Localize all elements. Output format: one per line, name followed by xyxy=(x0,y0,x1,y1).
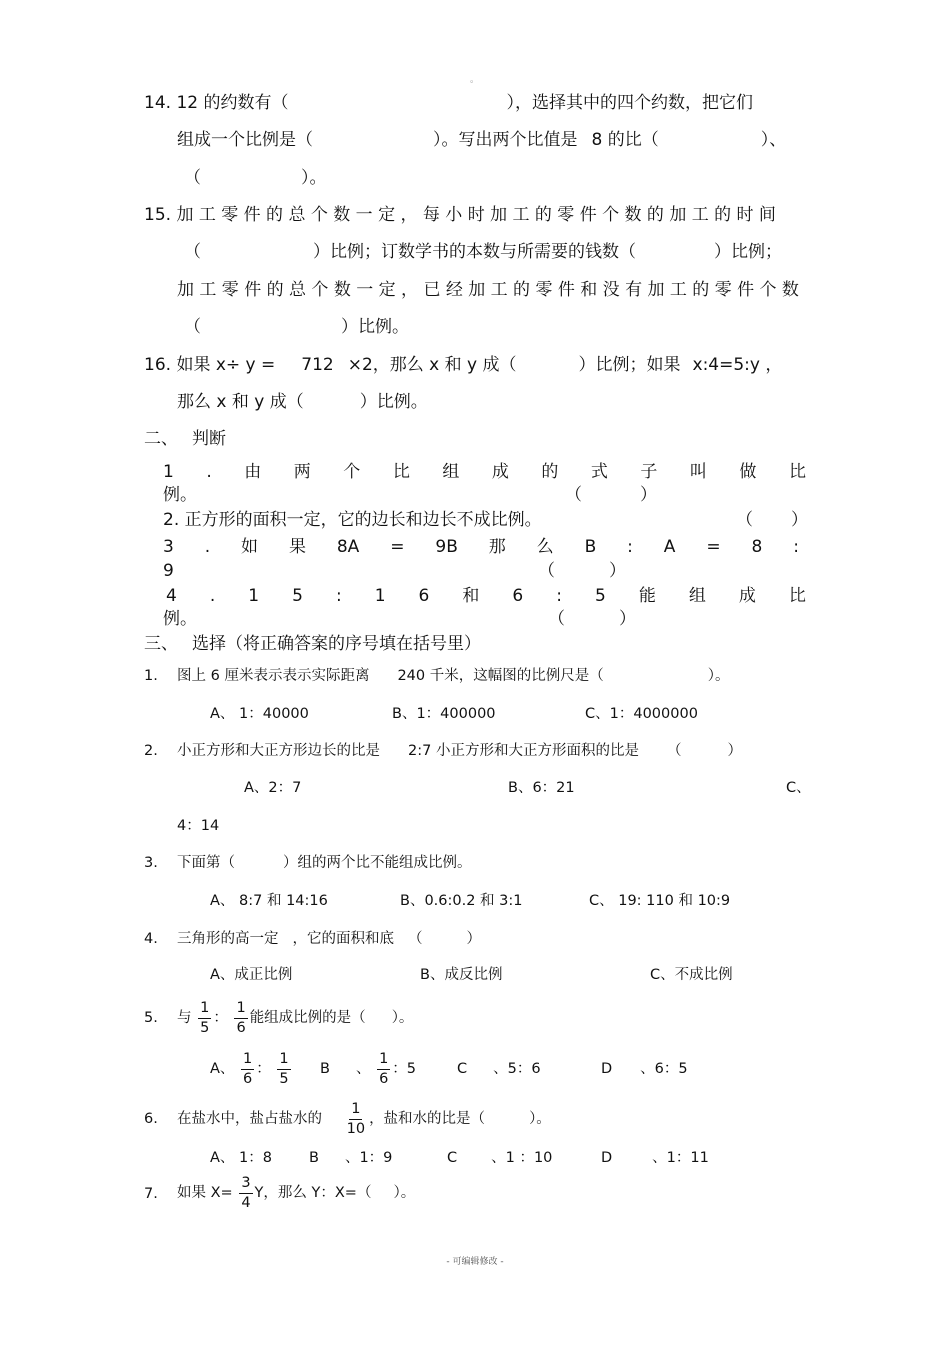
choice-q2-option-c: C、 xyxy=(786,780,811,796)
fraction-1-10: $\frac{1}{10}$ xyxy=(346,1100,366,1137)
choice-q5-option-c: C 、5：6 xyxy=(457,1061,541,1077)
choice-q2-option-b: B、6：21 xyxy=(508,780,575,796)
q16-line-1: 16. 如果 x÷ y = 712 ×2，那么 x 和 y 成（ ）比例；如果 x:4=5:y ， xyxy=(144,355,783,375)
judge-q4-line-2: 例。 xyxy=(163,609,197,629)
fraction-1-5: $\frac{1}{5}$ xyxy=(200,999,210,1036)
choice-q2-option-c-value: 4：14 xyxy=(177,818,220,834)
fraction-1-6: $\frac{1}{6}$ xyxy=(236,999,246,1036)
choice-q6-option-d: D 、1：11 xyxy=(601,1150,709,1166)
choice-q3-option-b: B、0.6:0.2 和 3:1 xyxy=(400,893,523,909)
fraction-1-5-option-a: $\frac{1}{5}$ xyxy=(279,1050,289,1087)
q14-line-2: 组成一个比例是（ ）。写出两个比值是 8 的比（ ）、 xyxy=(177,130,787,150)
judge-q1-line-2: 例。 xyxy=(163,485,197,505)
judge-q3-line-1: 3 . 如 果 8A = 9B 那 么 B : A = 8 : xyxy=(163,537,799,557)
fraction-1-6-option-b: $\frac{1}{6}$ xyxy=(379,1050,389,1087)
choice-q3-option-a: A、 8:7 和 14:16 xyxy=(210,893,328,909)
judge-q4-answer-paren: （ ） xyxy=(548,609,636,629)
choice-q1-text: 图上 6 厘米表示表示实际距离 240 千米，这幅图的比例尺是（ ）。 xyxy=(177,668,730,684)
choice-q4-option-b: B、成反比例 xyxy=(420,967,503,983)
judge-q2-answer-paren: （ ） xyxy=(736,510,808,530)
choice-q1-num: 1. xyxy=(144,668,158,684)
judge-q1-answer-paren: （ ） xyxy=(565,485,657,505)
choice-q3-text: 下面第（ ）组的两个比不能组成比例。 xyxy=(177,855,472,871)
choice-q2-num: 2. xyxy=(144,743,158,759)
q14-line-3: （ ）。 xyxy=(184,168,327,188)
choice-q5-option-a: A、 $\frac{1}{6}$ ： $\frac{1}{5}$ xyxy=(210,1050,289,1087)
choice-q5-option-d: D 、6：5 xyxy=(601,1061,688,1077)
choice-q6-option-b: B 、1：9 xyxy=(309,1150,393,1166)
choice-q1-option-b: B、1：400000 xyxy=(392,706,496,722)
choice-q6-option-a: A、 1：8 xyxy=(210,1150,272,1166)
q16-line-2: 那么 x 和 y 成（ ）比例。 xyxy=(177,392,428,412)
choice-q5-text: 与 $\frac{1}{5}$ ： $\frac{1}{6}$ 能组成比例的是（ ）。 xyxy=(177,999,414,1036)
q15-line-3: 加 工 零 件 的 总 个 数 一 定 ， 已 经 加 工 的 零 件 和 没 有 加 工 的 零 件 个 数 xyxy=(177,280,799,300)
choice-q7-text: 如果 X= $\frac{3}{4}$ Y，那么 Y：X=（ ）。 xyxy=(177,1174,416,1211)
choice-q3-option-c: C、 19: 110 和 10:9 xyxy=(589,893,731,909)
judge-q4-line-1: 4 . 1 5 : 1 6 和 6 : 5 能 组 成 比 xyxy=(166,586,806,606)
choice-q1-option-c: C、1：4000000 xyxy=(585,706,698,722)
judge-q3-answer-paren: （ ） xyxy=(538,561,626,581)
choice-q3-num: 3. xyxy=(144,855,158,871)
choice-q6-num: 6. xyxy=(144,1111,158,1127)
q14-line-1: 14. 12 的约数有（ ），选择其中的四个约数，把它们 xyxy=(144,93,753,113)
choice-q7-num: 7. xyxy=(144,1186,158,1202)
q15-line-4: （ ）比例。 xyxy=(184,317,409,337)
judge-heading: 二、 判断 xyxy=(144,429,226,449)
judge-q3-line-2: 9 xyxy=(163,561,174,581)
choice-q6-option-c: C 、1 ：10 xyxy=(447,1150,553,1166)
judge-q2: 2. 正方形的面积一定，它的边长和边长不成比例。 xyxy=(163,510,542,530)
q15-line-2: （ ）比例；订数学书的本数与所需要的钱数（ ）比例； xyxy=(184,242,782,262)
choice-q4-num: 4. xyxy=(144,931,158,947)
choice-q4-text: 三角形的高一定 ，它的面积和底 （ ） xyxy=(177,931,481,947)
choice-q4-option-a: A、成正比例 xyxy=(210,967,293,983)
choice-q5-option-b: B 、 $\frac{1}{6}$ ：5 xyxy=(320,1050,417,1087)
page-footer: - 可编辑修改 - xyxy=(446,1257,504,1267)
fraction-1-6-option-a: $\frac{1}{6}$ xyxy=(243,1050,253,1087)
choice-q2-option-a: A、2：7 xyxy=(244,780,302,796)
q15-line-1: 15. 加 工 零 件 的 总 个 数 一 定 ， 每 小 时 加 工 的 零 件 个 数 的 加 工 的 时 间 xyxy=(144,205,776,225)
page-top-mark: 。 xyxy=(470,75,480,85)
fraction-3-4: $\frac{3}{4}$ xyxy=(241,1174,251,1211)
choice-q5-num: 5. xyxy=(144,1010,158,1026)
choice-q4-option-c: C、不成比例 xyxy=(650,967,733,983)
judge-q1-line-1: 1 . 由 两 个 比 组 成 的 式 子 叫 做 比 xyxy=(163,462,806,482)
choice-q6-text: 在盐水中，盐占盐水的 $\frac{1}{10}$ ，盐和水的比是（ ）。 xyxy=(177,1100,551,1137)
choice-q1-option-a: A、 1：40000 xyxy=(210,706,309,722)
choice-heading: 三、 选择（将正确答案的序号填在括号里） xyxy=(144,634,481,654)
choice-q2-text: 小正方形和大正方形边长的比是 2:7 小正方形和大正方形面积的比是 （ ） xyxy=(177,743,742,759)
